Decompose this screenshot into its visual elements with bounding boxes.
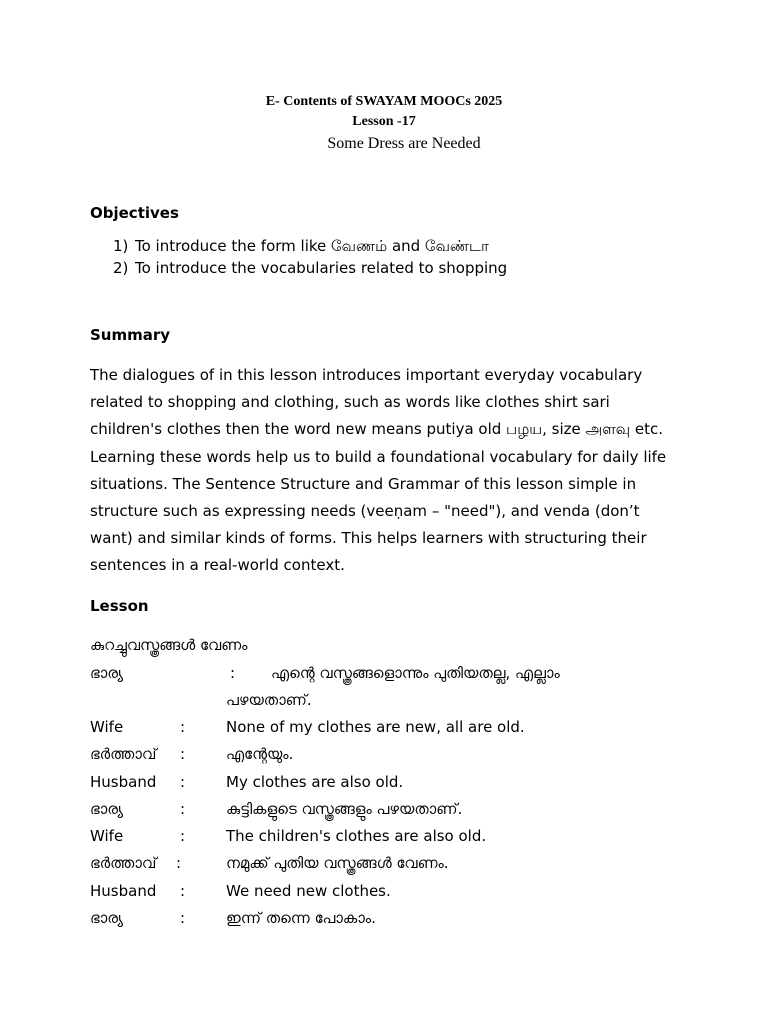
summary-line: structure such as expressing needs (veeṇam – "need"), and venda (don’t xyxy=(90,502,640,521)
speaker-label: Husband xyxy=(90,882,157,900)
summary-line: The dialogues of in this lesson introduces important everyday vocabulary xyxy=(90,366,643,384)
speaker-colon: : xyxy=(180,745,186,763)
dialogue-text-continued: പഴയതാണ്. xyxy=(226,691,312,709)
objective-number: 2) xyxy=(113,259,129,277)
speaker-colon: : xyxy=(180,909,186,927)
speaker-colon: : xyxy=(230,664,236,682)
dialogue-text: എന്റെ വസ്ത്രങ്ങളൊന്നും പുതിയതല്ല, എല്ലാം xyxy=(271,664,560,682)
speaker-label: Wife xyxy=(90,827,124,845)
summary-line: related to shopping and clothing, such as words like clothes shirt sari xyxy=(90,393,610,412)
summary-line: sentences in a real-world context. xyxy=(90,556,345,575)
dialogue-text: We need new clothes. xyxy=(226,882,391,900)
speaker-colon: : xyxy=(176,854,182,872)
objective-number: 1) xyxy=(113,237,129,255)
dialogue-text: കുട്ടികളുടെ വസ്ത്രങ്ങളും പഴയതാണ്. xyxy=(226,800,463,818)
lesson-title: Some Dress are Needed xyxy=(327,135,481,152)
speaker-label: ഭർത്താവ് xyxy=(90,745,157,763)
objective-text: To introduce the vocabularies related to shopping xyxy=(135,259,508,277)
summary-line: situations. The Sentence Structure and Grammar of this lesson simple in xyxy=(90,474,637,493)
dialogue-text: My clothes are also old. xyxy=(226,773,404,791)
summary-heading: Summary xyxy=(90,326,171,344)
objective-item xyxy=(113,237,489,257)
dialogue-text: The children's clothes are also old. xyxy=(226,827,487,845)
speaker-label: ഭാര്യ xyxy=(90,664,124,682)
speaker-label: ഭർത്താവ് xyxy=(90,854,157,872)
summary-line: children's clothes then the word new means putiya old பழய, size அளவு etc. xyxy=(90,420,663,439)
header-course-title: E- Contents of SWAYAM MOOCs 2025 xyxy=(265,94,503,109)
summary-line: want) and similar kinds of forms. This helps learners with structuring their xyxy=(90,529,647,548)
speaker-label: ഭാര്യ xyxy=(90,909,124,927)
summary-paragraph xyxy=(90,362,690,580)
dialogue-text: നമുക്ക് പുതിയ വസ്ത്രങ്ങൾ വേണം. xyxy=(226,854,449,872)
speaker-colon: : xyxy=(180,827,186,845)
speaker-colon: : xyxy=(180,718,186,736)
dialogue-text: None of my clothes are new, all are old. xyxy=(226,718,525,736)
objective-item xyxy=(113,259,507,277)
speaker-label: ഭാര്യ xyxy=(90,800,124,818)
speaker-colon: : xyxy=(180,800,186,818)
lesson-intro: കുറച്ചുവസ്ത്രങ്ങൾ വേണം xyxy=(90,636,248,654)
objective-text: To introduce the form like வேணம் and வேண்டா xyxy=(135,237,489,255)
speaker-label: Wife xyxy=(90,718,124,736)
dialogue-text: ഇന്ന് തന്നെ പോകാം. xyxy=(226,909,376,927)
lesson-heading: Lesson xyxy=(90,597,149,615)
speaker-label: Husband xyxy=(90,773,157,791)
header-lesson-number: Lesson -17 xyxy=(352,114,416,129)
dialogue-text: എന്റേയും. xyxy=(226,745,294,763)
speaker-colon: : xyxy=(180,882,186,900)
summary-line: Learning these words help us to build a foundational vocabulary for daily life xyxy=(90,447,667,466)
speaker-colon: : xyxy=(180,773,186,791)
objectives-heading: Objectives xyxy=(90,204,179,222)
